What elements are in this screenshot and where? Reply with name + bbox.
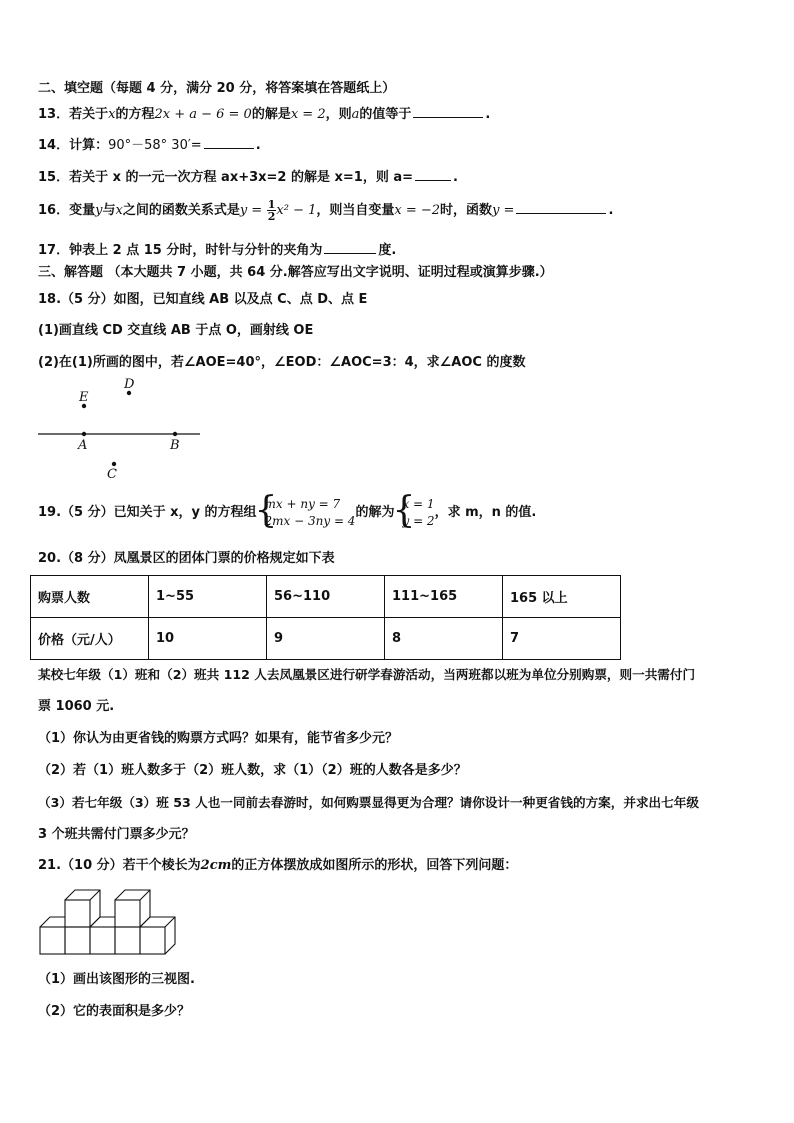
table-cell: 111~165: [385, 576, 503, 618]
q18-figure: [34, 375, 214, 480]
question-20-part-3a: （3）若七年级（3）班 53 人也一同前去春游时，如何购票显得更为合理？请你设计一种更省钱的方案，并求出七年级: [38, 795, 699, 810]
label-d: D: [124, 377, 135, 392]
question-18-part-1: (1)画直线 CD 交直线 AB 于点 O，画射线 OE: [38, 323, 314, 338]
table-cell: 10: [149, 618, 267, 660]
label-b: B: [170, 438, 180, 453]
cube-figure: [36, 885, 186, 960]
cube-edge: [140, 890, 150, 900]
answer-blank: [415, 167, 451, 181]
cube-edge: [90, 890, 100, 900]
table-cell: 56~110: [267, 576, 385, 618]
fraction-one-half: $\frac{1}{2}$: [267, 198, 276, 223]
question-20-desc-1: 某校七年级（1）班和（2）班共 112 人去凤凰景区进行研学春游活动，当两班都以班为单位分别购票，则一共需付门: [38, 667, 696, 682]
section-3-heading: 三、解答题 （本大题共 7 小题，共 64 分.解答应写出文字说明、证明过程或演算步骤.）: [38, 265, 553, 280]
cube-face: [140, 927, 165, 954]
cube-face: [115, 900, 140, 927]
table-row: [31, 618, 621, 660]
price-table: [30, 575, 621, 660]
label-a: A: [78, 438, 88, 453]
q13-equation: 2x + a − 6 = 0: [154, 107, 252, 122]
table-cell: 价格（元/人）: [31, 618, 149, 660]
question-18-part-2: (2)在(1)所画的图中，若∠AOE=40°，∠EOD：∠AOC=3：4，求∠AOC 的度数: [38, 355, 526, 370]
table-cell: 9: [267, 618, 385, 660]
question-14: 14．计算：90°－58° 30′= .: [38, 135, 261, 155]
cube-edge: [90, 917, 115, 927]
cube-edge: [165, 917, 175, 927]
answer-blank: [204, 135, 254, 149]
cube-face: [115, 927, 140, 954]
table-cell: 1~55: [149, 576, 267, 618]
solution-system: { x = 1 y = 2: [394, 496, 434, 530]
table-cell: 8: [385, 618, 503, 660]
point-a: [82, 432, 86, 436]
equation-system: { mx + ny = 7 2mx − 3ny = 4: [257, 496, 356, 530]
answer-blank: [516, 200, 606, 214]
question-13: 13．若关于x的方程2x + a − 6 = 0的解是x = 2，则a的值等于 .: [38, 104, 490, 124]
cube-face: [40, 927, 65, 954]
question-21-stem: 21.（10 分）若干个棱长为2cm的正方体摆放成如图所示的形状，回答下列问题：: [38, 858, 518, 873]
question-21-part-2: （2）它的表面积是多少？: [38, 1004, 191, 1019]
question-17: 17．钟表上 2 点 15 分时，时针与分针的夹角为 度.: [38, 240, 396, 260]
question-19: 19.（5 分）已知关于 x，y 的方程组 { mx + ny = 7 2mx − 3ny = 4 的解为 { x = 1 y = 2 ，求 m，n 的值.: [38, 488, 536, 538]
question-16: 16．变量y与x之间的函数关系式是y = $\frac{1}{2}$ x² − 1，则当自变量x = −2时，函数y = .: [38, 198, 614, 223]
label-c: C: [107, 467, 117, 480]
question-20-part-3b: 3 个班共需付门票多少元？: [38, 827, 195, 842]
question-21-part-1: （1）画出该图形的三视图.: [38, 972, 195, 987]
question-20-desc-2: 票 1060 元.: [38, 699, 115, 714]
answer-blank: [324, 240, 376, 254]
question-20-part-2: （2）若（1）班人数多于（2）班人数，求（1）（2）班的人数各是多少？: [38, 763, 467, 778]
question-18-stem: 18.（5 分）如图，已知直线 AB 以及点 C、点 D、点 E: [38, 292, 368, 307]
table-row: [31, 576, 621, 618]
question-20-part-1: （1）你认为由更省钱的购票方式吗？如果有，能节省多少元？: [38, 731, 399, 746]
point-b: [173, 432, 177, 436]
answer-blank: [413, 104, 483, 118]
cube-face: [65, 900, 90, 927]
cube-face: [90, 927, 115, 954]
question-15: 15．若关于 x 的一元一次方程 ax+3x=2 的解是 x=1，则 a= .: [38, 167, 458, 187]
table-cell: 7: [503, 618, 621, 660]
section-2-heading: 二、填空题（每题 4 分，满分 20 分，将答案填在答题纸上）: [38, 81, 396, 96]
point-c: [112, 462, 116, 466]
cube-face: [65, 927, 90, 954]
table-cell: 购票人数: [31, 576, 149, 618]
table-cell: 165 以上: [503, 576, 621, 618]
cube-edge: [40, 917, 65, 927]
question-20-stem: 20.（8 分）凤凰景区的团体门票的价格规定如下表: [38, 551, 335, 566]
label-e: E: [79, 390, 89, 405]
